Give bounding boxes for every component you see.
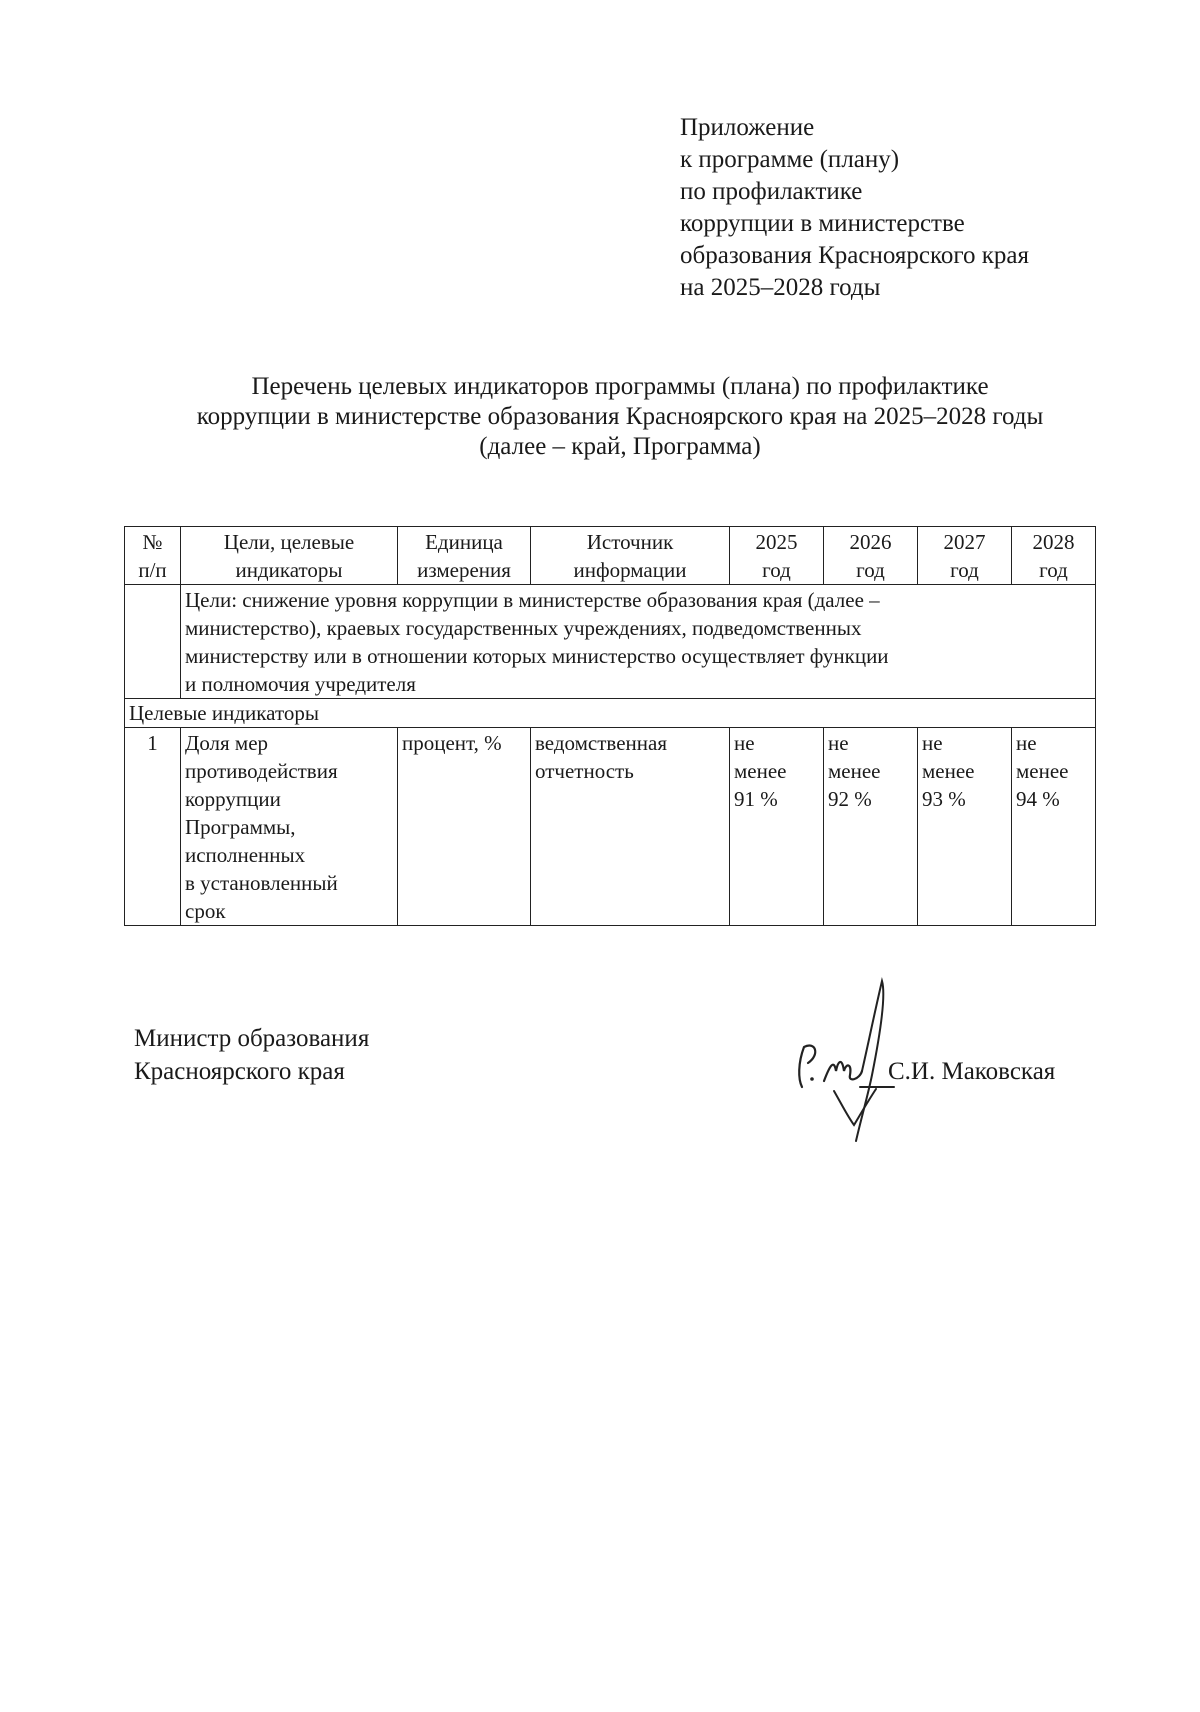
header-text: измерения <box>417 558 511 582</box>
row-unit: процент, % <box>398 728 531 926</box>
header-text: индикаторы <box>235 558 343 582</box>
document-title <box>100 372 1140 462</box>
section-row <box>125 699 1096 728</box>
row-value-2028 <box>1012 728 1096 926</box>
header-text: год <box>856 558 885 582</box>
signatory-name: С.И. Маковская <box>888 1058 1056 1085</box>
goal-cell <box>181 585 1096 699</box>
goal-line: Цели: снижение уровня коррупции в министерстве образования края (далее – <box>185 588 880 612</box>
cell-line: 91 % <box>734 787 778 811</box>
goal-line: министерство), краевых государственных учреждениях, подведомственных <box>185 616 862 640</box>
row-indicator <box>181 728 398 926</box>
appendix-line: коррупции в министерстве <box>680 210 965 237</box>
header-text: информации <box>573 558 687 582</box>
goal-num-cell <box>125 585 181 699</box>
indicators-table <box>124 526 1096 926</box>
cell-line: исполненных <box>185 843 306 867</box>
cell-line: не <box>922 731 943 755</box>
row-value-2025 <box>730 728 824 926</box>
header-year-2028 <box>1012 527 1096 585</box>
appendix-line: образования Красноярского края <box>680 242 1029 269</box>
header-text: 2027 <box>943 530 986 554</box>
cell-line: не <box>1016 731 1037 755</box>
header-text: 2028 <box>1032 530 1075 554</box>
cell-line: ведомственная <box>535 731 667 755</box>
goal-row <box>125 585 1096 699</box>
cell-line: менее <box>922 759 975 783</box>
header-text: Источник <box>586 530 674 554</box>
header-text: п/п <box>138 558 167 582</box>
appendix-line: Приложение <box>680 114 815 141</box>
header-text: 2026 <box>849 530 892 554</box>
cell-line: не <box>734 731 755 755</box>
header-year-2026 <box>824 527 918 585</box>
cell-line: Программы, <box>185 815 296 839</box>
cell-line: срок <box>185 899 226 923</box>
appendix-note <box>680 112 1029 304</box>
cell-line: не <box>828 731 849 755</box>
goal-line: и полномочия учредителя <box>185 672 416 696</box>
header-text: 2025 <box>755 530 798 554</box>
cell-line: менее <box>734 759 787 783</box>
row-value-2026 <box>824 728 918 926</box>
table-header-row <box>125 527 1096 585</box>
table-row <box>125 728 1096 926</box>
header-num <box>125 527 181 585</box>
cell-line: 92 % <box>828 787 872 811</box>
goal-line: министерству или в отношении которых министерство осуществляет функции <box>185 644 889 668</box>
cell-line: менее <box>1016 759 1069 783</box>
signatory-position <box>134 1022 369 1088</box>
title-line: (далее – край, Программа) <box>479 433 761 460</box>
header-goals <box>181 527 398 585</box>
cell-line: 94 % <box>1016 787 1060 811</box>
cell-line: противодействия <box>185 759 338 783</box>
appendix-line: на 2025–2028 годы <box>680 274 881 301</box>
title-line: Перечень целевых индикаторов программы (плана) по профилактике <box>251 373 989 400</box>
header-year-2025 <box>730 527 824 585</box>
header-text: год <box>1039 558 1068 582</box>
section-label: Целевые индикаторы <box>125 699 1096 728</box>
title-line: коррупции в министерстве образования Красноярского края на 2025–2028 годы <box>196 403 1044 430</box>
appendix-line: по профилактике <box>680 178 863 205</box>
position-line: Красноярского края <box>134 1058 345 1085</box>
row-source <box>531 728 730 926</box>
cell-line: менее <box>828 759 881 783</box>
header-text: год <box>950 558 979 582</box>
appendix-line: к программе (плану) <box>680 146 900 173</box>
cell-line: Доля мер <box>185 731 269 755</box>
cell-line: коррупции <box>185 787 281 811</box>
row-num: 1 <box>125 728 181 926</box>
header-unit <box>398 527 531 585</box>
header-text: Цели, целевые <box>223 530 355 554</box>
header-text: Единица <box>425 530 503 554</box>
position-line: Министр образования <box>134 1025 370 1052</box>
row-value-2027 <box>918 728 1012 926</box>
header-text: № <box>142 530 163 554</box>
header-text: год <box>762 558 791 582</box>
cell-line: в установленный <box>185 871 338 895</box>
cell-line: 93 % <box>922 787 966 811</box>
cell-line: отчетность <box>535 759 634 783</box>
header-source <box>531 527 730 585</box>
header-year-2027 <box>918 527 1012 585</box>
